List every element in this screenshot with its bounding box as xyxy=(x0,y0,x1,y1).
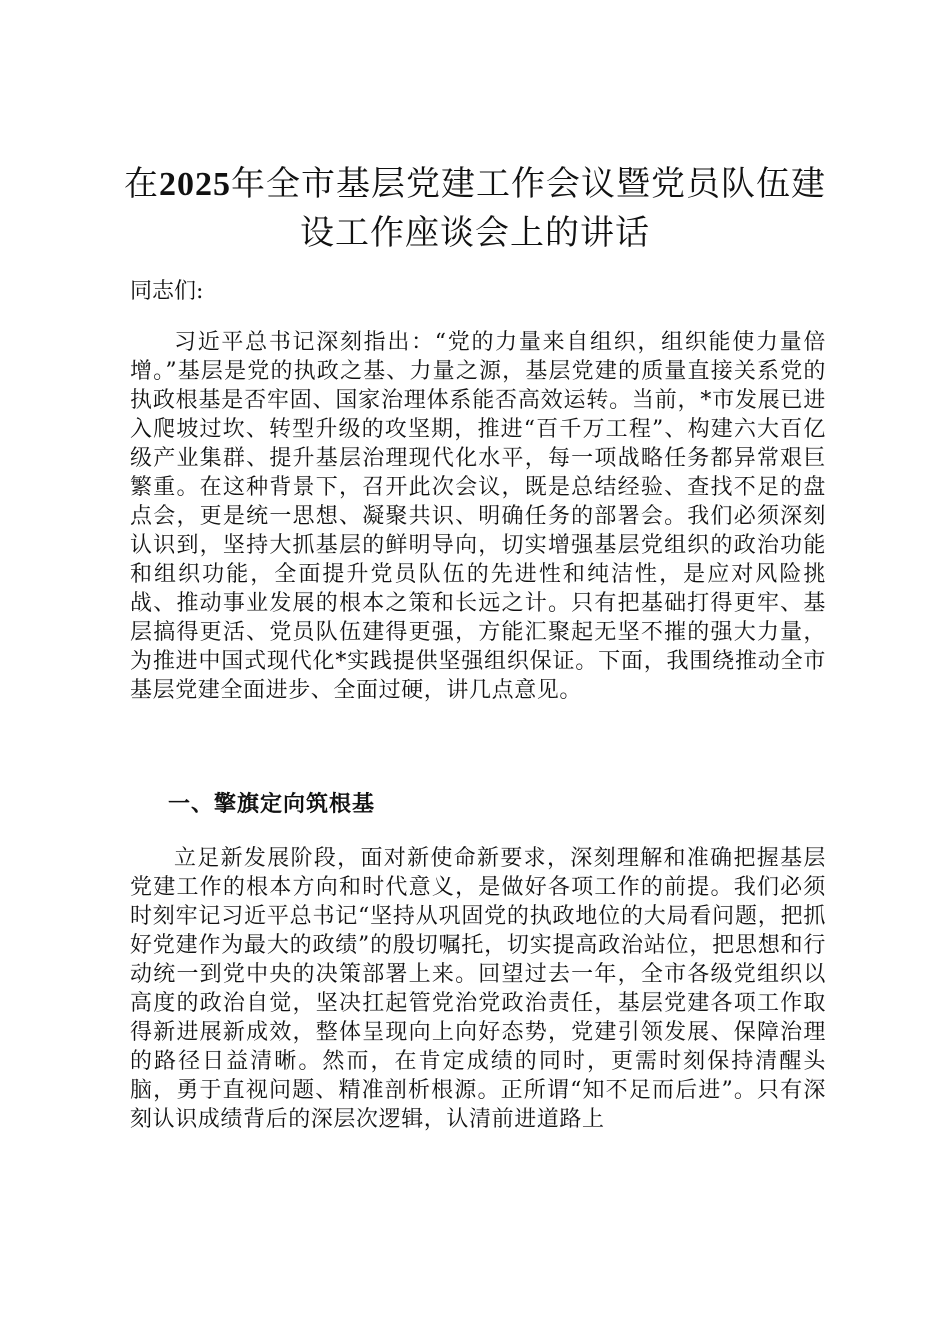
speech-title xyxy=(120,160,830,257)
section-heading-1: 一、擎旗定向筑根基 xyxy=(168,791,376,817)
title-prefix: 在 xyxy=(124,164,159,204)
body-paragraph-section-1: 立足新发展阶段，面对新使命新要求，深刻理解和准确把握基层党建工作的根本方向和时代意义，是做好各项工作的前提。我们必须时刻牢记习近平总书记“坚持从巩固党的执政地位的大局看问题，把抓好党建作为最大的政绩”的殷切嘱托，切实提高政治站位，把思想和行动统一到党中央的决策部署上来。回望过去一年，全市各级党组织以高度的政治自觉，坚决扛起管党治党政治责任，基层党建各项工作取得新进展新成效，整体呈现向上向好态势，党建引领发展、保障治理的路径日益清晰。然而，在肯定成绩的同时，更需时刻保持清醒头脑，勇于直视问题、精准剖析根源。正所谓“知不足而后进”。只有深刻认识成绩背后的深层次逻辑，认清前进道路上 xyxy=(130,846,826,1132)
title-main: 年全市基层党建工作会议暨党员队伍建设工作座谈会上的讲话 xyxy=(231,164,826,253)
salutation: 同志们: xyxy=(130,279,204,304)
body-paragraph-intro: 习近平总书记深刻指出：“党的力量来自组织，组织能使力量倍增。”基层是党的执政之基、力量之源，基层党建的质量直接关系党的执政根基是否牢固、国家治理体系能否高效运转。当前，*市发展已进入爬坡过坎、转型升级的攻坚期，推进“百千万工程”、构建六大百亿级产业集群、提升基层治理现代化水平，每一项战略任务都异常艰巨繁重。在这种背景下，召开此次会议，既是总结经验、查找不足的盘点会，更是统一思想、凝聚共识、明确任务的部署会。我们必须深刻认识到，坚持大抓基层的鲜明导向，切实增强基层党组织的政治功能和组织功能，全面提升党员队伍的先进性和纯洁性，是应对风险挑战、推动事业发展的根本之策和长远之计。只有把基础打得更牢、基层搞得更活、党员队伍建得更强，方能汇聚起无坚不摧的强大力量，为推进中国式现代化*实践提供坚强组织保证。下面，我围绕推动全市基层党建全面进步、全面过硬，讲几点意见。 xyxy=(130,330,826,703)
title-year: 2025 xyxy=(159,166,231,203)
